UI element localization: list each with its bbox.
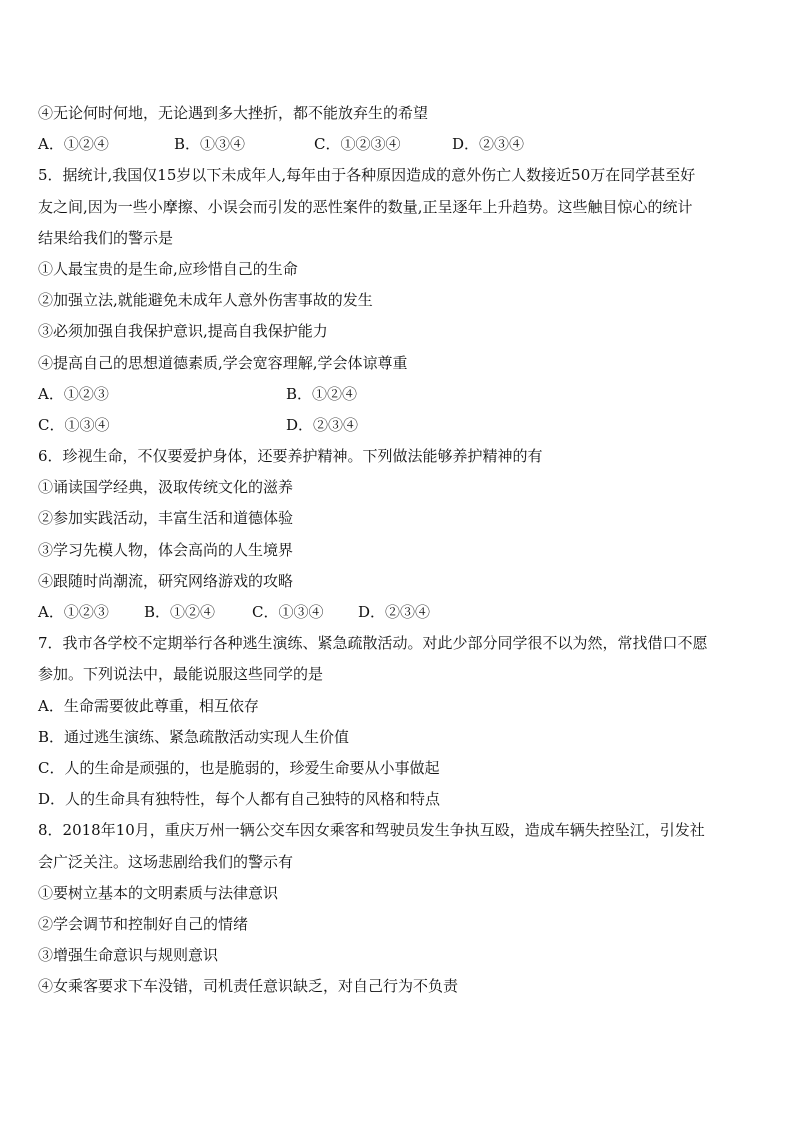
q6-stem: 6．珍视生命，不仅要爱护身体，还要养护精神。下列做法能够养护精神的有 [38,447,543,466]
q6-option-c: C．①③④ [252,603,324,621]
q7-option-a: A．生命需要彼此尊重，相互依存 [38,696,259,715]
q6-options [38,597,754,628]
q8-item-2: ②学会调节和控制好自己的情绪 [38,914,249,933]
q5-option-a: A．①②③ [38,384,109,403]
q7-stem-line-2: 参加。下列说法中，最能说服这些同学的是 [38,665,324,684]
q6-item-3: ③学习先模人物，体会高尚的人生境界 [38,540,294,559]
q4-options [38,129,754,160]
q5-options-row-1 [38,379,754,410]
q4-item-4: ④无论何时何地，无论遇到多大挫折，都不能放弃生的希望 [38,104,429,122]
q4-option-c: C．①②③④ [314,135,401,154]
q8-stem-line-2: 会广泛关注。这场悲剧给我们的警示有 [38,852,294,871]
q8-stem-line-1: 8．2018年10月，重庆万州一辆公交车因女乘客和驾驶员发生争执互殴，造成车辆失控坠江，引发社 [38,821,705,840]
q5-stem-line-3: 结果给我们的警示是 [38,228,174,247]
q6-option-b: B．①②④ [144,603,216,621]
q8-item-1: ①要树立基本的文明素质与法律意识 [38,883,279,902]
q5-item-2: ②加强立法,就能避免未成年人意外伤害事故的发生 [38,291,373,310]
q5-options-row-2 [38,410,754,441]
q8-item-3: ③增强生命意识与规则意识 [38,946,219,965]
q5-stem-line-2: 友之间,因为一些小摩擦、小误会而引发的恶性案件的数量,正呈逐年上升趋势。这些触目惊心的统计 [38,197,693,216]
q5-item-4: ④提高自己的思想道德素质,学会宽容理解,学会体谅尊重 [38,353,408,372]
q6-item-1: ①诵读国学经典，汲取传统文化的滋养 [38,478,294,497]
q6-item-2: ②参加实践活动，丰富生活和道德体验 [38,509,294,528]
q8-item-4: ④女乘客要求下车没错，司机责任意识缺乏，对自己行为不负责 [38,977,459,996]
q6-option-d: D．②③④ [358,603,431,621]
q5-item-3: ③必须加强自我保护意识,提高自我保护能力 [38,322,328,341]
q4-option-b: B．①③④ [174,135,246,154]
q7-option-c: C．人的生命是顽强的，也是脆弱的，珍爱生命要从小事做起 [38,758,440,777]
q7-stem-line-1: 7．我市各学校不定期举行各种逃生演练、紧急疏散活动。对此少部分同学很不以为然，常找借口不愿 [38,634,708,653]
q4-option-a: A．①②④ [38,135,109,154]
q6-item-4: ④跟随时尚潮流，研究网络游戏的攻略 [38,571,294,590]
q5-stem-line-1: 5．据统计,我国仅15岁以下未成年人,每年由于各种原因造成的意外伤亡人数接近50万在同学甚至好 [38,166,696,185]
q7-option-b: B．通过逃生演练、紧急疏散活动实现人生价值 [38,727,350,746]
q5-item-1: ①人最宝贵的是生命,应珍惜自己的生命 [38,259,298,278]
q5-option-b: B．①②④ [286,384,358,403]
q6-option-a: A．①②③ [38,603,109,621]
q5-option-c: C．①③④ [38,415,110,434]
q5-option-d: D．②③④ [286,415,359,434]
q4-option-d: D．②③④ [452,135,525,154]
q7-option-d: D．人的生命具有独特性，每个人都有自己独特的风格和特点 [38,790,441,809]
